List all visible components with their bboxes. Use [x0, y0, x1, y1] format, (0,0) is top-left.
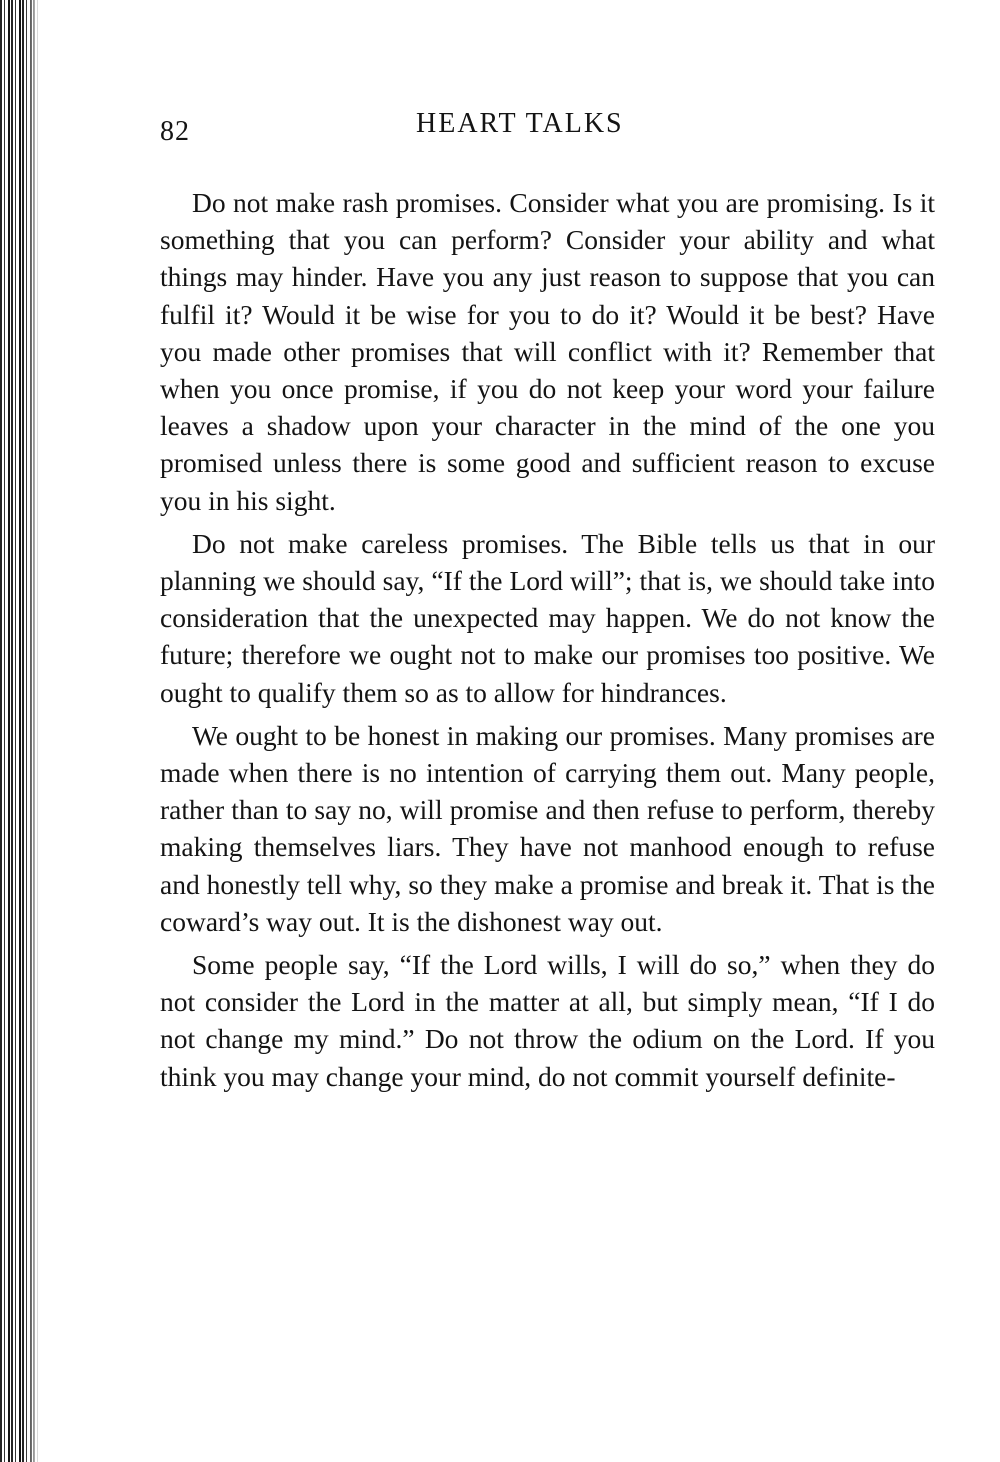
running-head	[160, 108, 935, 152]
page-number: 82	[160, 116, 190, 147]
paragraph-careless-promises: Do not make careless promises. The Bible tells us that in our planning we should say, “If the Lord will”; that is, we should take into consideration that the unexpected may happen. We do not know the future; therefore we ought not to make our promises too positive. We ought to qualify them so as to allow for hindrances.	[160, 527, 935, 708]
paragraph-rash-promises: Do not make rash promises. Consider what you are promising. Is it something that you can perform? Consider your ability and what things may hinder. Have you any just reason to suppose that you can fulfil it? Would it be wise for you to do it? Would it be best? Have you made other promises that will conflict with it? Remember that when you once promise, if you do not keep your word your failure leaves a shadow upon your character in the mind of the one you promised unless there is some good and sufficient reason to excuse you in his sight.	[160, 187, 935, 516]
body-text	[160, 184, 935, 1095]
binding-shadow	[26, 0, 40, 1462]
book-page	[160, 108, 935, 1101]
paragraph-lord-wills: Some people say, “If the Lord wills, I will do so,” when they do not consider the Lord in the matter at all, but simply mean, “If I do not change my mind.” Do not throw the odium on the Lord. If you think you may change your mind, do not commit yourself definite-	[160, 949, 935, 1092]
book-title: HEART TALKS	[416, 108, 624, 139]
paragraph-honest-promises: We ought to be honest in making our promises. Many promises are made when there is no intention of carrying them out. Many people, rather than to say no, will promise and then refuse to perform, thereby making themselves liars. They have not manhood enough to refuse and honestly tell why, so they make a promise and break it. That is the coward’s way out. It is the dishonest way out.	[160, 719, 935, 937]
